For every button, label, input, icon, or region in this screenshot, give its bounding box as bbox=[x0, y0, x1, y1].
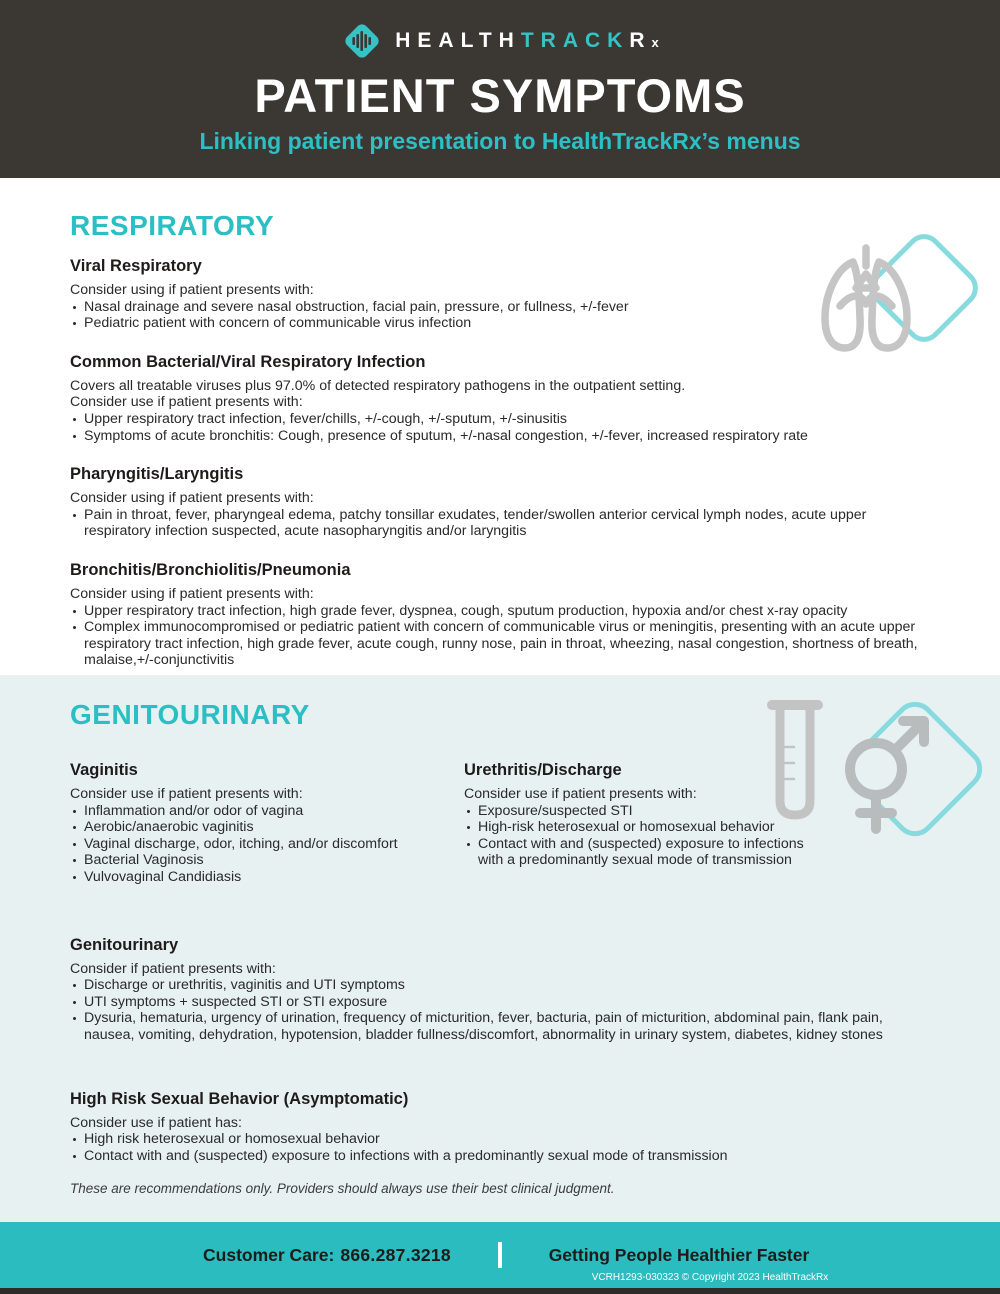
section-genitourinary bbox=[0, 675, 1000, 1222]
group-intro: Consider use if patient has: bbox=[70, 1114, 242, 1131]
group-title: Bronchitis/Bronchiolitis/Pneumonia bbox=[70, 560, 351, 579]
bullet-item: High risk heterosexual or homosexual behavior bbox=[70, 1131, 930, 1148]
group-intro: Consider using if patient presents with: bbox=[70, 490, 314, 507]
group-note: Covers all treatable viruses plus 97.0% of detected respiratory pathogens in the outpatient setting. bbox=[70, 377, 686, 394]
bullet-list bbox=[70, 1131, 930, 1164]
logo-r: R bbox=[629, 29, 652, 52]
bullet-item: Discharge or urethritis, vaginitis and UTI symptoms bbox=[70, 977, 930, 994]
bullet-item: Vaginal discharge, odor, itching, and/or discomfort bbox=[70, 836, 464, 853]
group-intro: Consider use if patient presents with: bbox=[70, 786, 303, 802]
footer-bar bbox=[0, 1222, 1000, 1288]
bullet-item: Upper respiratory tract infection, fever/chills, +/-cough, +/-sputum, +/-sinusitis bbox=[70, 411, 930, 428]
group-title: Viral Respiratory bbox=[70, 257, 202, 275]
disclaimer-text: These are recommendations only. Providers should always use their best clinical judgment. bbox=[70, 1181, 615, 1196]
bullet-list bbox=[70, 803, 464, 886]
bullet-list bbox=[70, 299, 930, 332]
symptom-group bbox=[70, 465, 930, 540]
logo-track: TRACK bbox=[520, 29, 630, 52]
bullet-item: Pediatric patient with concern of communicable virus infection bbox=[70, 315, 930, 332]
bullet-item: Dysuria, hematuria, urgency of urination, frequency of micturition, fever, bacturia, pain of micturition, abdominal pain, flank pain, nausea, vomiting, dehydration, hypotension, bladder fullness/discomfort, abnormality in urinary system, diabetes, kidney stones bbox=[70, 1010, 930, 1043]
customer-care-phone: 866.287.3218 bbox=[340, 1244, 451, 1265]
bullet-list bbox=[70, 507, 930, 540]
section-heading-genitourinary: GENITOURINARY bbox=[70, 699, 310, 730]
symptom-group bbox=[70, 1090, 930, 1165]
bullet-item: Pain in throat, fever, pharyngeal edema, patchy tonsillar exudates, tender/swollen anterior cervical lymph nodes, acute upper respiratory infection suspected, acute nasopharyngitis and/or laryngitis bbox=[70, 507, 930, 540]
symptom-group bbox=[70, 761, 464, 886]
section-heading-respiratory: RESPIRATORY bbox=[70, 210, 275, 241]
bullet-item: Aerobic/anaerobic vaginitis bbox=[70, 819, 464, 836]
group-intro: Consider use if patient presents with: bbox=[70, 394, 303, 411]
bullet-list bbox=[70, 603, 930, 669]
brand-logo bbox=[0, 18, 1000, 64]
page-title: PATIENT SYMPTOMS bbox=[254, 69, 746, 122]
symptom-group bbox=[70, 561, 930, 669]
section-respiratory bbox=[0, 178, 1000, 675]
group-intro: Consider using if patient presents with: bbox=[70, 282, 314, 298]
bullet-list bbox=[464, 803, 822, 869]
bullet-item: Symptoms of acute bronchitis: Cough, presence of sputum, +/-nasal congestion, +/-fever, increased respiratory rate bbox=[70, 428, 930, 445]
group-intro: Consider use if patient presents with: bbox=[464, 786, 697, 802]
footer-tagline: Getting People Healthier Faster bbox=[548, 1244, 810, 1265]
group-title: Vaginitis bbox=[70, 761, 138, 779]
bullet-item: Inflammation and/or odor of vagina bbox=[70, 803, 464, 820]
symptom-group bbox=[70, 353, 930, 444]
bullet-item: Upper respiratory tract infection, high grade fever, dyspnea, cough, sputum production, hypoxia and/or chest x-ray opacity bbox=[70, 603, 930, 620]
logo-rx-subscript: x bbox=[651, 35, 659, 50]
page-subtitle: Linking patient presentation to HealthTrackRx’s menus bbox=[199, 128, 801, 154]
healthtrackrx-diamond-waveform-icon bbox=[341, 20, 383, 62]
header-banner bbox=[0, 0, 1000, 178]
gender-symbol-icon bbox=[850, 721, 924, 829]
bullet-item: Contact with and (suspected) exposure to infections with a predominantly sexual mode of transmission bbox=[70, 1148, 930, 1165]
group-title: Pharyngitis/Laryngitis bbox=[70, 465, 244, 484]
bullet-list bbox=[70, 977, 930, 1043]
bullet-item: UTI symptoms + suspected STI or STI exposure bbox=[70, 994, 930, 1011]
bullet-list bbox=[70, 411, 930, 444]
logo-wordmark bbox=[395, 29, 659, 53]
symptom-group bbox=[464, 761, 822, 886]
two-column-row bbox=[70, 761, 930, 886]
footer-copyright: VCRH1293-030323 © Copyright 2023 HealthTrackRx bbox=[591, 1272, 829, 1283]
logo-health: HEALTH bbox=[395, 29, 521, 52]
bullet-item: High-risk heterosexual or homosexual behavior bbox=[464, 819, 822, 836]
bullet-item: Bacterial Vaginosis bbox=[70, 852, 464, 869]
group-title: Genitourinary bbox=[70, 935, 179, 954]
bottom-edge-strip bbox=[0, 1288, 1000, 1294]
group-intro: Consider if patient presents with: bbox=[70, 960, 276, 977]
group-intro: Consider using if patient presents with: bbox=[70, 585, 314, 602]
group-title: High Risk Sexual Behavior (Asymptomatic) bbox=[70, 1089, 409, 1108]
bullet-item: Vulvovaginal Candidiasis bbox=[70, 869, 464, 886]
group-title: Urethritis/Discharge bbox=[464, 761, 622, 779]
customer-care-label: Customer Care: bbox=[203, 1244, 335, 1265]
symptom-group bbox=[70, 257, 930, 332]
bullet-item: Exposure/suspected STI bbox=[464, 803, 822, 820]
bullet-item: Nasal drainage and severe nasal obstruction, facial pain, pressure, or fullness, +/-fever bbox=[70, 299, 930, 316]
bullet-item: Contact with and (suspected) exposure to infections with a predominantly sexual mode of transmission bbox=[464, 836, 822, 869]
group-title: Common Bacterial/Viral Respiratory Infection bbox=[70, 352, 426, 371]
bullet-item: Complex immunocompromised or pediatric patient with concern of communicable virus or meningitis, presenting with an acute upper respiratory tract infection, high grade fever, acute cough, runny nose, pain in throat, wheezing, nasal congestion, shortness of breath, malaise,+/-conjunctivitis bbox=[70, 619, 930, 669]
symptom-group bbox=[70, 936, 930, 1044]
